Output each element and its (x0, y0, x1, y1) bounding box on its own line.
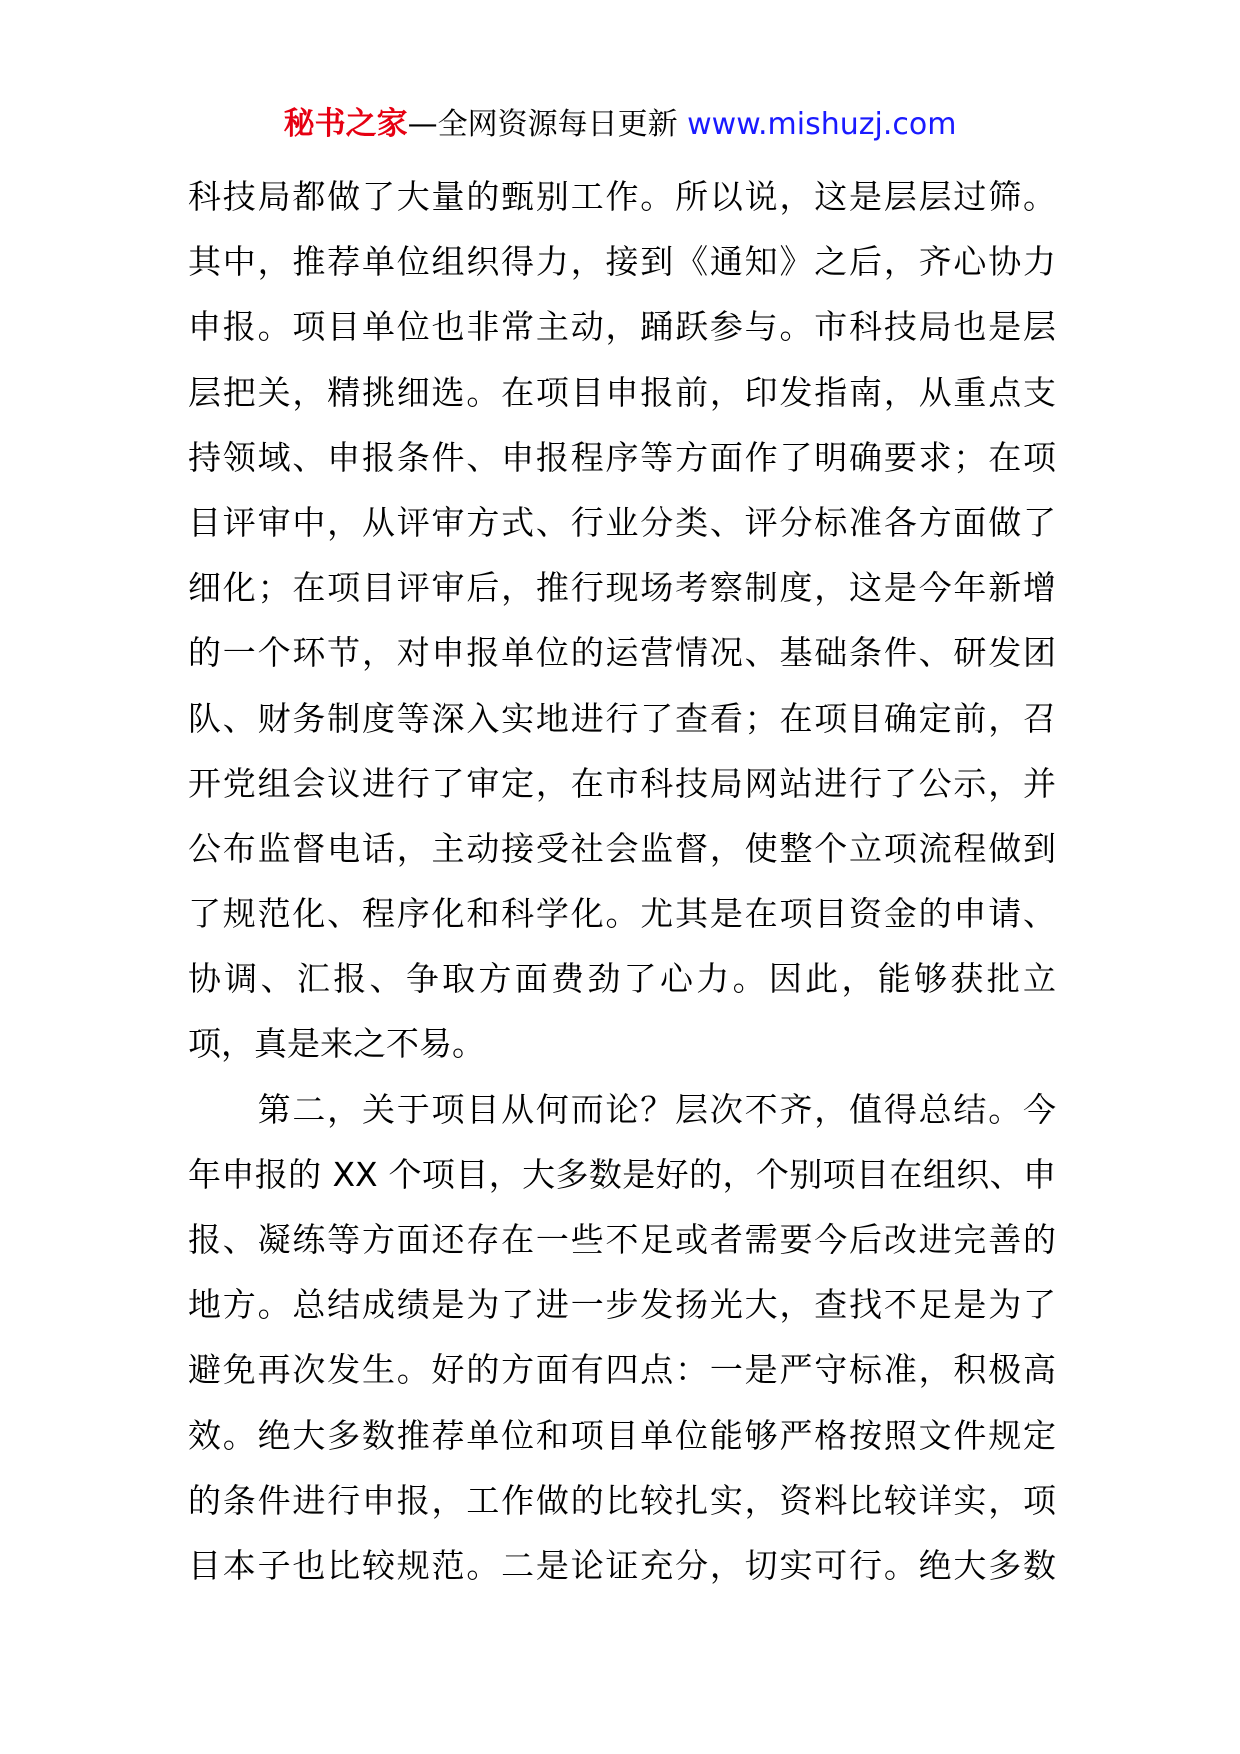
document-body (188, 164, 1056, 1598)
text-line: 年申报的 XX 个项目，大多数是好的，个别项目在组织、申 (188, 1154, 1056, 1194)
text-line: 的条件进行申报，工作做的比较扎实，资料比较详实，项 (188, 1480, 1056, 1520)
text-line: 项，真是来之不易。 (188, 1024, 485, 1064)
text-line: 持领域、申报条件、申报程序等方面作了明确要求；在项 (188, 437, 1056, 477)
text-line: 队、财务制度等深入实地进行了查看；在项目确定前，召 (188, 698, 1056, 738)
text-line: 的一个环节，对申报单位的运营情况、基础条件、研发团 (188, 633, 1056, 673)
text-line: 申报。项目单位也非常主动，踊跃参与。市科技局也是层 (188, 307, 1056, 347)
text-line: 细化；在项目评审后，推行现场考察制度，这是今年新增 (188, 568, 1056, 608)
text-line: 层把关，精挑细选。在项目申报前，印发指南，从重点支 (188, 372, 1056, 412)
site-tagline: —全网资源每日更新 (407, 107, 678, 142)
site-header (0, 102, 1240, 147)
text-line: 报、凝练等方面还存在一些不足或者需要今后改进完善的 (188, 1220, 1056, 1259)
text-line: 其中，推荐单位组织得力，接到《通知》之后，齐心协力 (188, 242, 1056, 282)
text-line: 开党组会议进行了审定，在市科技局网站进行了公示，并 (188, 763, 1056, 803)
text-line: 了规范化、程序化和科学化。尤其是在项目资金的申请、 (188, 894, 1056, 934)
text-line: 公布监督电话，主动接受社会监督，使整个立项流程做到 (188, 828, 1056, 868)
text-line: 地方。总结成绩是为了进一步发扬光大，查找不足是为了 (188, 1285, 1056, 1325)
text-line: 第二，关于项目从何而论？层次不齐，值得总结。今 (188, 1089, 1056, 1129)
text-line: 效。绝大多数推荐单位和项目单位能够严格按照文件规定 (188, 1415, 1056, 1455)
text-line: 科技局都做了大量的甄别工作。所以说，这是层层过筛。 (188, 177, 1056, 216)
text-line: 目评审中，从评审方式、行业分类、评分标准各方面做了 (188, 502, 1056, 542)
text-line: 协调、汇报、争取方面费劲了心力。因此，能够获批立 (188, 959, 1056, 999)
text-line: 目本子也比较规范。二是论证充分，切实可行。绝大多数 (188, 1545, 1056, 1585)
site-url-link[interactable]: www.mishuzj.com (687, 107, 957, 142)
text-line: 避免再次发生。好的方面有四点：一是严守标准，积极高 (188, 1350, 1056, 1390)
site-brand: 秘书之家 (283, 106, 408, 142)
